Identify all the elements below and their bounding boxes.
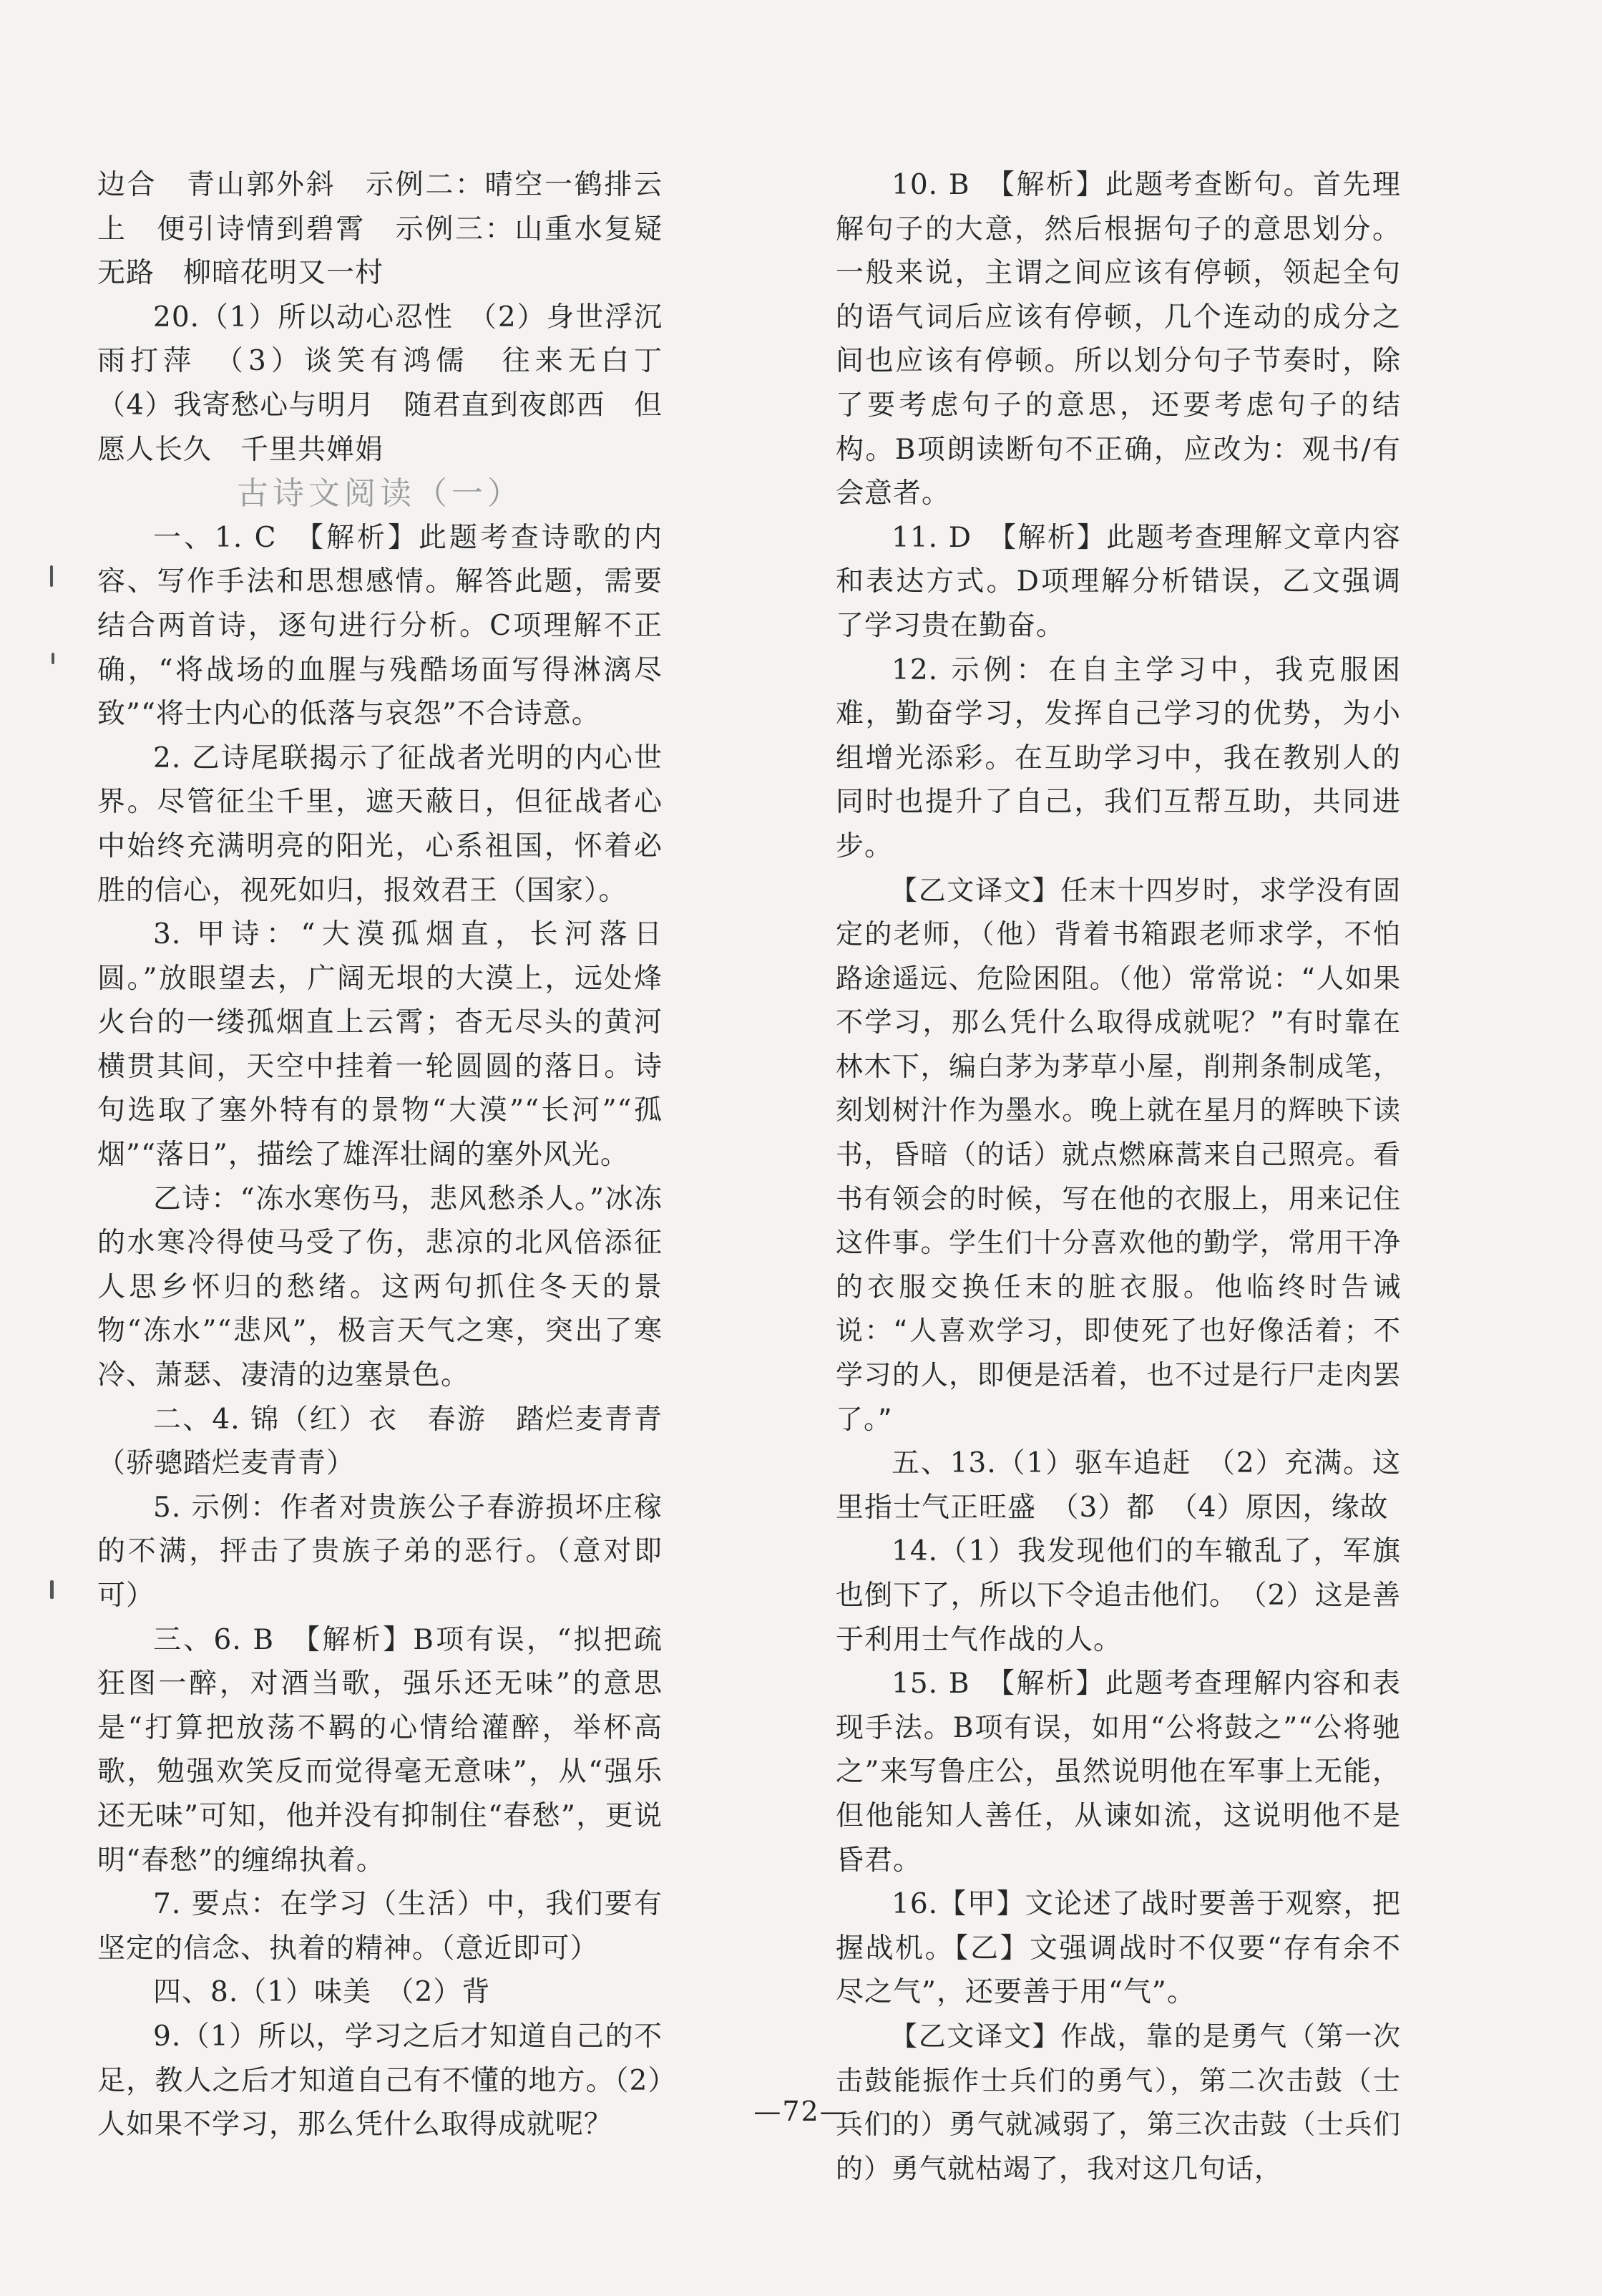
left-column: [97, 163, 692, 2147]
right-column: [836, 163, 1401, 2191]
paragraph: 边合 青山郭外斜 示例二：晴空一鹤排云上 便引诗情到碧霄 示例三：山重水复疑无路 柳暗花明又一村: [97, 169, 663, 290]
translation-paragraph: 【乙文译文】作战，靠的是勇气（第一次击鼓能振作士兵们的勇气），第二次击鼓（士兵们的）勇气就减弱了，第三次击鼓（士兵们的）勇气就枯竭了，我对这几句话，: [836, 2020, 1401, 2184]
paragraph: 一、1. C 【解析】此题考查诗歌的内容、写作手法和思想感情。解答此题，需要结合两首诗，逐句进行分析。C项理解不正确，“将战场的血腥与残酷场面写得淋漓尽致”“将士内心的低落与哀怨”不合诗意。: [97, 521, 663, 731]
scan-mark: [50, 1580, 54, 1599]
paragraph: 20.（1）所以动心忍性 （2）身世浮沉雨打萍 （3）谈笑有鸿儒 往来无白丁 （4）我寄愁心与明月 随君直到夜郎西 但愿人长久 千里共婵娟: [97, 301, 692, 466]
paragraph: 5. 示例：作者对贵族公子春游损坏庄稼的不满，抨击了贵族子弟的恶行。（意对即可）: [97, 1491, 663, 1612]
paragraph: 14.（1）我发现他们的车辙乱了，军旗也倒下了，所以下令追击他们。 （2）这是善于利用士气作战的人。: [836, 1535, 1401, 1656]
translation-paragraph: 【乙文译文】任末十四岁时，求学没有固定的老师，（他）背着书箱跟老师求学，不怕路途遥远、危险困阻。（他）常常说：“人如果不学习，那么凭什么取得成就呢？”有时靠在林木下，编白茅为茅草小屋，削荆条制成笔，刻划树汁作为墨水。晚上就在星月的辉映下读书，昏暗（的话）就点燃麻蒿来自己照亮。看书有领会的时候，写在他的衣服上，用来记住这件事。学生们十分喜欢他的勤学，常用干净的衣服交换任末的脏衣服。他临终时告诫说：“人喜欢学习，即使死了也好像活着；不学习的人，即便是活着，也不过是行尸走肉罢了。”: [836, 874, 1401, 1435]
paragraph: 12. 示例：在自主学习中，我克服困难，勤奋学习，发挥自己学习的优势，为小组增光添彩。在互助学习中，我在教别人的同时也提升了自己，我们互帮互助，共同进步。: [836, 653, 1401, 862]
paragraph: 9.（1）所以，学习之后才知道自己的不足，教人之后才知道自己有不懂的地方。（2）人如果不学习，那么凭什么取得成就呢？: [97, 2020, 663, 2141]
paragraph: 乙诗：“冻水寒伤马，悲风愁杀人。”冰冻的水寒冷得使马受了伤，悲凉的北风倍添征人思乡怀归的愁绪。这两句抓住冬天的景物“冻水”“悲风”，极言天气之寒，突出了寒冷、萧瑟、凄清的边塞景色。: [97, 1182, 663, 1392]
paragraph: 五、13.（1）驱车追赶 （2）充满。这里指士气正旺盛 （3）都 （4）原因，缘故: [836, 1447, 1401, 1524]
paragraph: 三、6. B 【解析】B项有误，“拟把疏狂图一醉，对酒当歌，强乐还无味”的意思是“打算把放荡不羁的心情给灌醉，举杯高歌，勉强欢笑反而觉得毫无意味”，从“强乐还无味”可知，他并没有抑制住“春愁”，更说明“春愁”的缠绵执着。: [97, 1623, 663, 1877]
paragraph: 四、8.（1）味美 （2）背: [153, 1976, 491, 2009]
paragraph: 16.【甲】文论述了战时要善于观察，把握战机。【乙】文强调战时不仅要“存有余不尽之气”，还要善于用“气”。: [836, 1888, 1401, 2009]
paragraph: 二、4. 锦（红）衣 春游 踏烂麦青青（骄骢踏烂麦青青）: [97, 1403, 663, 1480]
section-title: 古诗文阅读（一）: [237, 475, 523, 512]
paragraph: 11. D 【解析】此题考查理解文章内容和表达方式。D项理解分析错误，乙文强调了学习贵在勤奋。: [836, 521, 1401, 642]
scan-mark: [50, 565, 53, 587]
paragraph: 3. 甲诗：“大漠孤烟直，长河落日圆。”放眼望去，广阔无垠的大漠上，远处烽火台的一缕孤烟直上云霄；杳无尽头的黄河横贯其间，天空中挂着一轮圆圆的落日。诗句选取了塞外特有的景物“大漠”“长河”“孤烟”“落日”，描绘了雄浑壮阔的塞外风光。: [97, 918, 663, 1172]
paragraph: 2. 乙诗尾联揭示了征战者光明的内心世界。尽管征尘千里，遮天蔽日，但征战者心中始终充满明亮的阳光，心系祖国，怀着必胜的信心，视死如归，报效君王（国家）。: [97, 741, 663, 907]
paragraph: 7. 要点：在学习（生活）中，我们要有坚定的信念、执着的精神。（意近即可）: [97, 1888, 663, 1965]
scan-mark: [52, 653, 54, 664]
paragraph: 10. B 【解析】此题考查断句。首先理解句子的大意，然后根据句子的意思划分。一般来说，主谓之间应该有停顿，领起全句的语气词后应该有停顿，几个连动的成分之间也应该有停顿。所以划分句子节奏时，除了要考虑句子的意思，还要考虑句子的结构。B项朗读断句不正确，应改为：观书/有会意者。: [836, 169, 1401, 510]
page-number: —72—: [753, 2096, 849, 2127]
paragraph: 15. B 【解析】此题考查理解内容和表现手法。B项有误，如用“公将鼓之”“公将驰之”来写鲁庄公，虽然说明他在军事上无能，但他能知人善任，从谏如流，这说明他不是昏君。: [836, 1668, 1401, 1877]
